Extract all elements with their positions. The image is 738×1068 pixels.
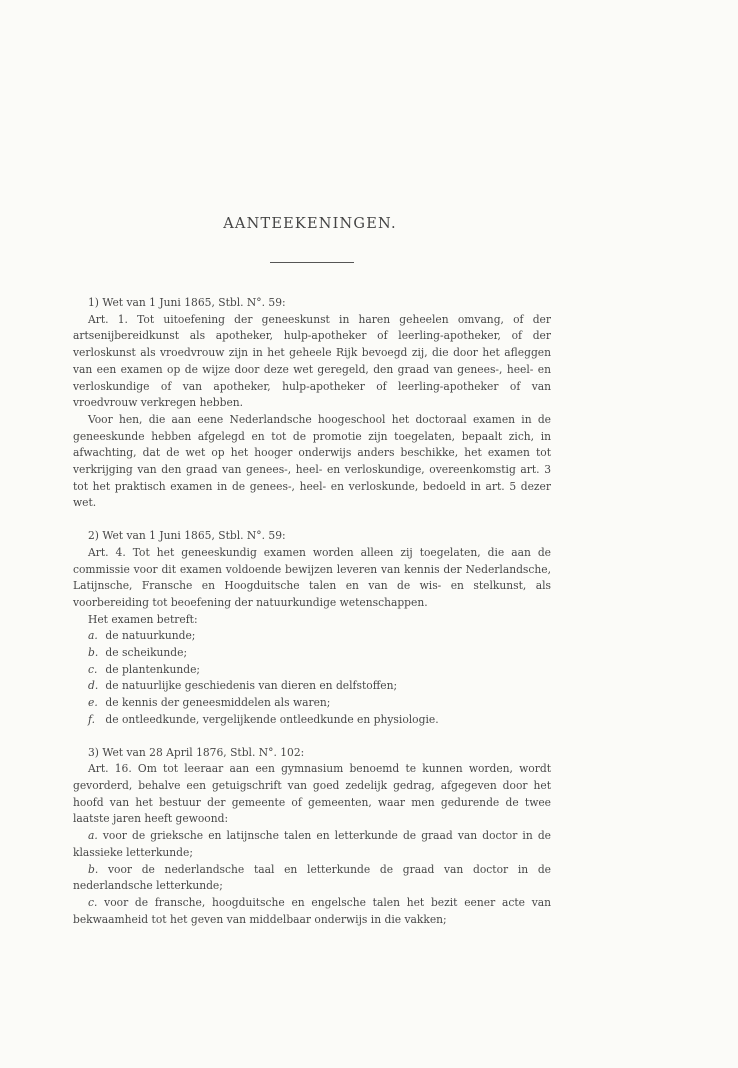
list-letter: a.	[88, 829, 98, 843]
list-text: de natuurlijke geschiedenis van dieren en delfstoffen;	[105, 679, 398, 693]
list-item	[88, 628, 551, 645]
list-item	[73, 895, 551, 928]
list-letter: a.	[88, 629, 98, 643]
list-letter: c.	[88, 662, 98, 676]
note-2	[73, 528, 551, 728]
note-paragraph: Art. 1. Tot uitoefening der geneeskunst in haren geheelen omvang, of der artsenijbereidkunst als apotheker, hulp-apotheker of leerling-apotheker, of der verloskunst als vroedvrouw zijn in het geheele Rijk bevoegd zij, die door het afleggen van een examen op de wijze door deze wet geregeld, den graad van genees-, heel- en verloskundige of van apotheker, hulp-apotheker of leerling-apotheker of van vroedvrouw verkregen hebben.	[73, 312, 551, 410]
list-text: voor de fransche, hoogduitsche en engelsche talen het bezit eener acte van bekwaamheid tot het geven van middelbaar onderwijs in die vakken;	[73, 895, 551, 926]
list-text: voor de nederlandsche taal en letterkunde de graad van doctor in de nederlandsche letterkunde;	[73, 862, 551, 893]
list-text: de plantenkunde;	[105, 662, 200, 676]
notes-body	[73, 295, 551, 944]
note-3	[73, 745, 551, 929]
note-paragraph: Art. 16. Om tot leeraar aan een gymnasium benoemd te kunnen worden, wordt gevorderd, behalve een getuigschrift van goed zedelijk gedrag, afgegeven door het hoofd van het bestuur der gemeente of gemeenten, waar men gedurende de twee laatste jaren heeft gewoond:	[73, 762, 551, 826]
list-item	[73, 828, 551, 861]
list-item	[88, 678, 551, 695]
list-letter: b.	[88, 646, 99, 660]
list-item	[88, 695, 551, 712]
list-letter: f.	[88, 712, 95, 726]
list-letter: c.	[88, 895, 98, 909]
list-text: de ontleedkunde, vergelijkende ontleedkunde en physiologie.	[105, 712, 439, 726]
list-letter: e.	[88, 696, 98, 710]
list-item	[88, 712, 551, 729]
page-title: AANTEEKENINGEN.	[223, 216, 397, 232]
note-paragraph: Art. 4. Tot het geneeskundig examen worden alleen zij toegelaten, die aan de commissie voor dit examen voldoende bewijzen leveren van kennis der Nederlandsche, Latijnsche, Fransche en Hoogduitsche talen en van de wis- en stelkunst, als voorbereiding tot beoefening der natuurkundige wetenschappen.	[73, 545, 551, 609]
list-text: de natuurkunde;	[105, 629, 196, 643]
list-text: voor de grieksche en latijnsche talen en letterkunde de graad van doctor in de klassieke letterkunde;	[73, 829, 551, 859]
list-item	[88, 662, 551, 679]
list-item	[88, 645, 551, 662]
note-reference: 3) Wet van 28 April 1876, Stbl. N°. 102:	[88, 745, 305, 759]
note-reference: 1) Wet van 1 Juni 1865, Stbl. N°. 59:	[88, 296, 286, 309]
note-1	[73, 295, 551, 512]
title-divider	[270, 262, 354, 263]
list-text: de kennis der geneesmiddelen als waren;	[105, 696, 331, 710]
list-item	[73, 862, 551, 895]
list-text: de scheikunde;	[105, 646, 188, 660]
list-letter: b.	[88, 862, 99, 876]
list-letter: d.	[88, 679, 99, 693]
list-intro: Het examen betreft:	[88, 612, 198, 626]
note-reference: 2) Wet van 1 Juni 1865, Stbl. N°. 59:	[88, 529, 286, 543]
note-paragraph: Voor hen, die aan eene Nederlandsche hoogeschool het doctoraal examen in de geneeskunde hebben afgelegd en tot de promotie zijn toegelaten, bepaalt zich, in afwachting, dat de wet op het hooger onderwijs anders beschikke, het examen tot verkrijging van den graad van genees-, heel- en verloskundige, overeenkomstig art. 3 tot het praktisch examen in de genees-, heel- en verloskunde, bedoeld in art. 5 dezer wet.	[73, 412, 551, 510]
